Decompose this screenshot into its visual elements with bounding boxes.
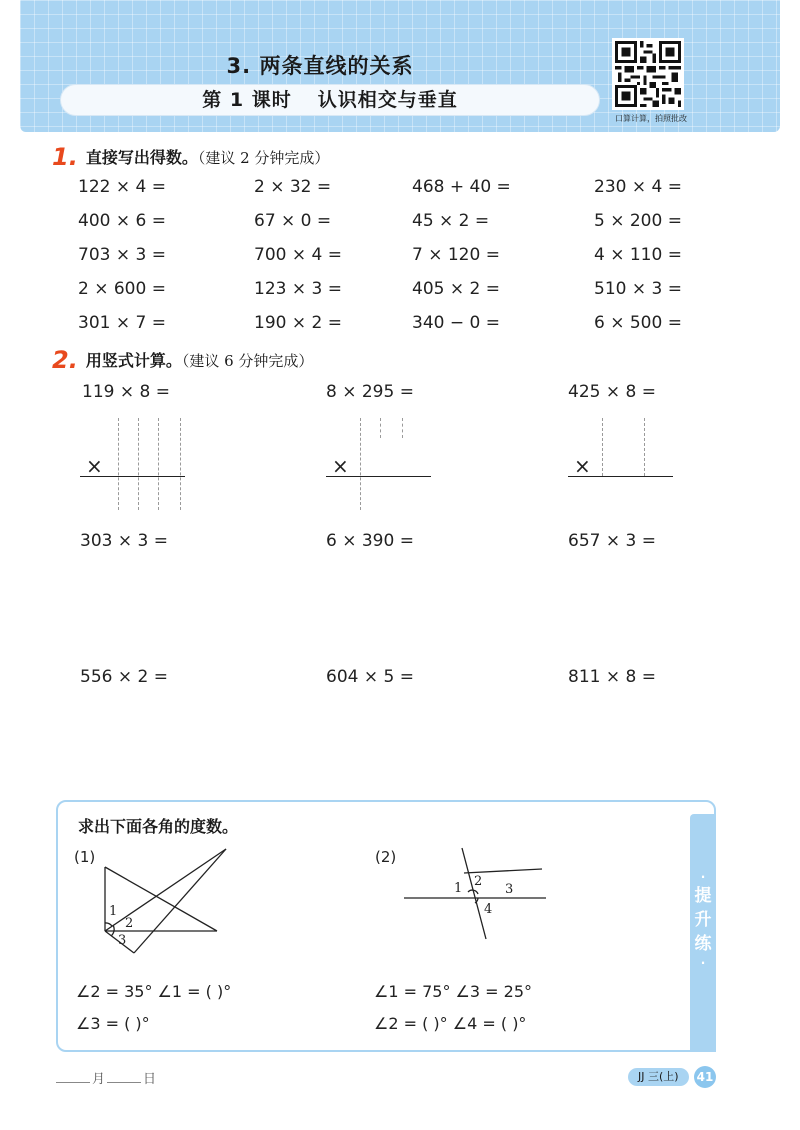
- angle-4-label: 4: [484, 902, 493, 917]
- side-tab-advanced-practice: · 提 升 练 ·: [690, 814, 716, 1052]
- section-1-header: [52, 143, 329, 171]
- vertical-problem: 119 × 8 =: [82, 382, 170, 402]
- oral-problem: 5 × 200 =: [594, 211, 682, 231]
- times-symbol: ×: [86, 454, 103, 478]
- oral-problem: 45 × 2 =: [412, 211, 490, 231]
- vertical-work-frame: [80, 418, 190, 518]
- date-line: [54, 1068, 156, 1087]
- oral-problem: 4 × 110 =: [594, 245, 682, 265]
- oral-problem: 6 × 500 =: [594, 313, 682, 333]
- oral-problem: 2 × 32 =: [254, 177, 332, 197]
- vertical-problem: 657 × 3 =: [568, 531, 656, 551]
- practice-title: 求出下面各角的度数。: [78, 817, 239, 836]
- figure-1-question-line: ∠2 = 35° ∠1 = ( )°: [76, 982, 232, 1001]
- figure-2-question-line: ∠1 = 75° ∠3 = 25°: [374, 982, 533, 1001]
- day-label: 日: [143, 1072, 157, 1087]
- oral-problem: 400 × 6 =: [78, 211, 166, 231]
- section-2-number: 2.: [52, 346, 78, 374]
- vertical-problem: 425 × 8 =: [568, 382, 656, 402]
- vertical-problem: 556 × 2 =: [80, 667, 168, 687]
- section-1-number: 1.: [52, 143, 78, 171]
- angle-2-label: 2: [474, 874, 483, 889]
- angle-1-label: 1: [454, 881, 463, 896]
- oral-problem: 703 × 3 =: [78, 245, 166, 265]
- oral-problem: 123 × 3 =: [254, 279, 342, 299]
- section-1-hint: （建议 2 分钟完成）: [197, 149, 330, 167]
- lesson-title: 认识相交与垂直: [317, 89, 458, 111]
- page-number: 41: [694, 1066, 716, 1088]
- oral-problem: 230 × 4 =: [594, 177, 682, 197]
- figure-1-question-line: ∠3 = ( )°: [76, 1014, 150, 1033]
- figure-2-intersecting-lines: [400, 845, 550, 945]
- qr-code-icon[interactable]: [612, 38, 684, 110]
- oral-problem: 67 × 0 =: [254, 211, 332, 231]
- oral-problem: 7 × 120 =: [412, 245, 500, 265]
- month-label: 月: [92, 1072, 106, 1087]
- section-1-title: 直接写出得数。: [85, 148, 198, 167]
- section-2-title: 用竖式计算。: [85, 351, 182, 370]
- oral-problem: 340 − 0 =: [412, 313, 500, 333]
- oral-problem: 510 × 3 =: [594, 279, 682, 299]
- vertical-problem: 8 × 295 =: [326, 382, 414, 402]
- oral-problem: 700 × 4 =: [254, 245, 342, 265]
- vertical-work-frame: [568, 418, 678, 518]
- qr-caption: 口算计算，拍照批改: [615, 114, 687, 123]
- unit-title: 3. 两条直线的关系: [226, 54, 414, 78]
- header-band: [20, 0, 780, 132]
- vertical-work-frame: [326, 418, 436, 518]
- angle-3-label: 3: [505, 882, 514, 897]
- figure-1-triangles: [90, 845, 240, 965]
- angle-2-label: 2: [125, 916, 134, 931]
- grade-badge: JJ 三(上): [628, 1068, 689, 1086]
- oral-problem: 2 × 600 =: [78, 279, 166, 299]
- times-symbol: ×: [574, 454, 591, 478]
- times-symbol: ×: [332, 454, 349, 478]
- section-2-hint: （建议 6 分钟完成）: [181, 352, 314, 370]
- lesson-title-pill: [60, 84, 600, 116]
- oral-problem: 301 × 7 =: [78, 313, 166, 333]
- oral-problem: 190 × 2 =: [254, 313, 342, 333]
- lesson-label: 第 1 课时: [202, 89, 292, 111]
- figure-1-label: (1): [74, 848, 96, 866]
- figure-2-label: (2): [375, 848, 397, 866]
- vertical-problem: 811 × 8 =: [568, 667, 656, 687]
- oral-problem: 122 × 4 =: [78, 177, 166, 197]
- oral-problem: 468 + 40 =: [412, 177, 511, 197]
- section-2-header: [52, 346, 313, 374]
- vertical-problem: 604 × 5 =: [326, 667, 414, 687]
- figure-2-question-line: ∠2 = ( )° ∠4 = ( )°: [374, 1014, 527, 1033]
- vertical-problem: 303 × 3 =: [80, 531, 168, 551]
- angle-1-label: 1: [109, 904, 118, 919]
- vertical-problem: 6 × 390 =: [326, 531, 414, 551]
- oral-problem: 405 × 2 =: [412, 279, 500, 299]
- angle-3-label: 3: [118, 933, 127, 948]
